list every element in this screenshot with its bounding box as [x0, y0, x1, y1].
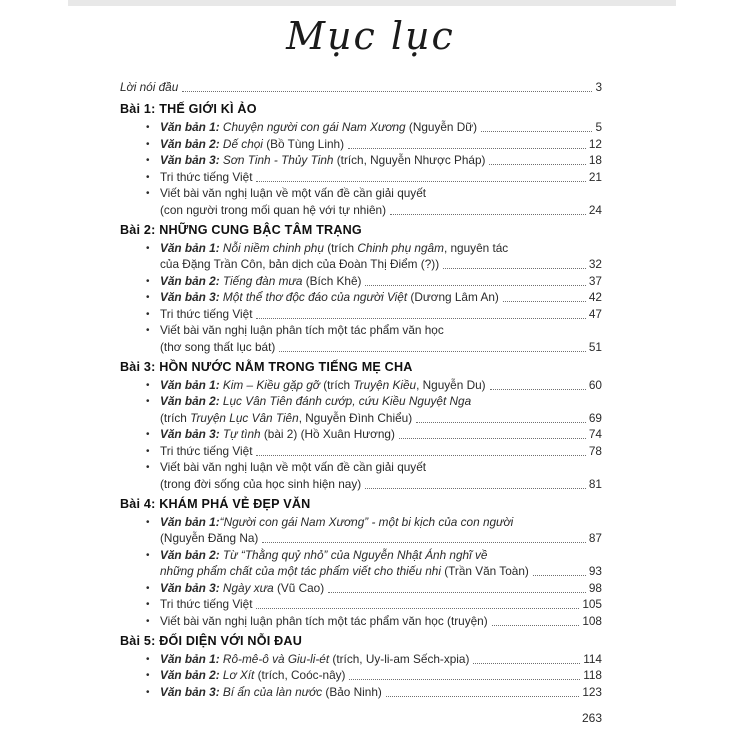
bullet-icon: • — [146, 155, 150, 166]
toc-entry-line — [120, 581, 602, 596]
bullet-icon: • — [146, 171, 150, 183]
toc-entry-line — [120, 241, 602, 256]
text-segment: Văn bản 2: — [160, 668, 220, 682]
entry-text — [160, 581, 324, 596]
text-segment: Chinh phụ ngâm — [357, 240, 444, 255]
dot-leader — [533, 575, 586, 576]
text-segment: Văn bản 3: — [160, 427, 220, 441]
text-segment: Nỗi niềm chinh phụ — [219, 240, 328, 255]
bullet-icon: • — [146, 292, 150, 303]
text-segment: Văn bản 3: — [160, 290, 220, 304]
text-segment: (Vũ Cao) — [276, 580, 325, 595]
entry-text — [160, 548, 487, 563]
text-segment: Tự tình — [219, 427, 264, 441]
text-segment: (Bảo Ninh) — [325, 684, 382, 699]
entry-text — [160, 668, 345, 683]
page-ref: 74 — [588, 427, 602, 441]
bullet-icon: • — [146, 686, 150, 698]
toc-entry-line — [120, 290, 602, 305]
dot-leader — [182, 91, 592, 92]
dot-leader — [328, 592, 586, 593]
entry-text — [160, 444, 252, 459]
text-segment: (trích — [160, 410, 191, 425]
text-segment: (trích — [327, 240, 358, 255]
dot-leader — [256, 608, 579, 609]
page-title: Mục lục — [286, 14, 455, 58]
toc-entry-line — [120, 548, 602, 563]
text-segment: (Dương Lâm An) — [410, 290, 499, 304]
text-segment: Văn bản 1: — [160, 514, 220, 529]
text-segment: Truyện Kiều — [353, 377, 417, 392]
entry-text — [160, 274, 361, 289]
toc-entry-line — [120, 685, 602, 700]
bullet-icon: • — [146, 308, 150, 320]
entry-text — [160, 394, 471, 409]
page-ref: 12 — [588, 136, 602, 151]
page-ref: 24 — [588, 202, 602, 217]
text-segment: Tri thức tiếng Việt — [160, 306, 253, 321]
text-segment: Văn bản 3: — [160, 684, 220, 699]
dot-leader — [262, 542, 586, 543]
entry-text — [160, 170, 252, 185]
entry-text — [160, 257, 439, 272]
toc-entry-line — [120, 515, 602, 530]
page-ref: 60 — [588, 377, 602, 392]
toc-entry-line — [120, 411, 602, 426]
page-ref: 18 — [588, 153, 602, 167]
toc-entry-line — [120, 652, 602, 667]
entry-text — [160, 597, 252, 612]
toc-entry-line — [120, 203, 602, 218]
page-ref: 51 — [588, 339, 602, 354]
text-segment: (trong đời sống của học sinh hiện nay) — [160, 476, 362, 491]
text-segment: Bí ẩn của làn nước — [219, 684, 326, 699]
toc-entry-line — [120, 257, 602, 272]
page-ref: 123 — [582, 684, 602, 699]
dot-leader — [256, 455, 585, 456]
entry-text — [160, 203, 386, 218]
page-ref: 87 — [588, 531, 602, 545]
entry-text — [160, 564, 529, 579]
bullet-icon: • — [146, 599, 150, 610]
text-segment: Văn bản 3: — [160, 153, 220, 167]
page-top-edge — [68, 0, 676, 6]
dot-leader — [365, 488, 586, 489]
toc-entry-line — [120, 307, 602, 322]
dot-leader — [481, 131, 592, 132]
text-segment: của Đặng Trần Côn, bản dịch của Đoàn Thị Điểm (?)) — [160, 257, 440, 271]
text-segment: , Nguyễn Du) — [416, 377, 486, 392]
dot-leader — [256, 318, 585, 319]
entry-text — [160, 323, 444, 338]
dot-leader — [399, 438, 586, 439]
entry-text — [160, 427, 395, 442]
toc-sections — [120, 102, 602, 700]
text-segment: “Người con gái Nam Xương” - một bi kịch của con người — [219, 514, 514, 529]
text-segment: Sơn Tinh - Thủy Tinh — [219, 153, 337, 167]
foreword-label: Lời nói đầu — [120, 80, 179, 94]
text-segment: , Nguyễn Đình Chiểu) — [298, 410, 413, 425]
text-segment: Tiếng đàn mưa — [219, 273, 306, 288]
bullet-icon: • — [146, 615, 150, 627]
text-segment: Kim – Kiều gặp gỡ — [219, 377, 324, 392]
bullet-icon: • — [146, 582, 150, 594]
page-ref: 37 — [588, 273, 602, 288]
page-ref: 118 — [583, 668, 602, 682]
text-segment: Tri thức tiếng Việt — [160, 597, 253, 611]
dot-leader — [443, 268, 586, 269]
page-ref: 3 — [595, 80, 602, 94]
bullet-icon: • — [146, 242, 150, 254]
text-segment: (trích, Coóc-nây) — [257, 668, 346, 682]
toc-entry-line — [120, 170, 602, 185]
toc-entry-line — [120, 444, 602, 459]
toc-entry-line — [120, 274, 602, 289]
page-ref: 5 — [595, 120, 602, 134]
bullet-icon: • — [146, 325, 150, 336]
text-segment: Viết bài văn nghị luận phân tích một tác phẩm văn học — [160, 323, 444, 337]
folio-page-number: 263 — [581, 711, 602, 725]
text-segment: Văn bản 1: — [160, 651, 220, 666]
toc-entry-line — [120, 186, 602, 201]
dot-leader — [473, 663, 580, 664]
dot-leader — [416, 422, 586, 423]
text-segment: Văn bản 2: — [160, 547, 220, 562]
text-segment: Văn bản 1: — [160, 240, 220, 255]
text-segment: Từ “Thằng quỷ nhỏ” của Nguyễn Nhật Ánh nghĩ về — [219, 547, 488, 562]
bullet-icon: • — [146, 122, 150, 133]
toc-entry-line — [120, 137, 602, 152]
bullet-icon: • — [146, 445, 150, 457]
entry-text — [160, 614, 488, 629]
dot-leader — [348, 148, 586, 149]
text-segment: Văn bản 3: — [160, 580, 220, 595]
page-ref: 21 — [588, 169, 602, 184]
foreword-entry — [120, 80, 602, 95]
page-ref: 78 — [588, 443, 602, 458]
bullet-icon: • — [146, 549, 150, 561]
toc-entry-line — [120, 460, 602, 475]
page-ref: 108 — [582, 613, 602, 628]
entry-text — [160, 411, 412, 426]
entry-text — [160, 652, 469, 667]
entry-text — [160, 153, 485, 168]
text-segment: Văn bản 2: — [160, 394, 220, 408]
entry-text — [160, 186, 426, 201]
entry-text — [160, 515, 513, 530]
bullet-icon: • — [146, 516, 150, 528]
entry-text — [160, 340, 275, 355]
toc-entry-line — [120, 378, 602, 393]
toc-entry-line — [120, 564, 602, 579]
dot-leader — [390, 214, 586, 215]
entry-text — [160, 137, 344, 152]
dot-leader — [492, 625, 580, 626]
entry-text — [160, 531, 258, 546]
text-segment: Văn bản 2: — [160, 273, 220, 288]
page-ref: 32 — [588, 257, 602, 271]
section-heading: Bài 1: THẾ GIỚI KÌ ẢO — [120, 102, 257, 116]
entry-text — [160, 685, 382, 700]
text-segment: (Nguyễn Dữ) — [408, 120, 478, 134]
text-segment: (con người trong mối quan hệ với tự nhiên) — [160, 202, 387, 217]
entry-text — [160, 460, 426, 475]
text-segment: Tri thức tiếng Việt — [160, 169, 253, 184]
section-heading: Bài 4: KHÁM PHÁ VẺ ĐẸP VĂN — [120, 496, 311, 511]
dot-leader — [386, 696, 580, 697]
page-ref: 81 — [588, 476, 602, 491]
bullet-icon: • — [146, 396, 150, 407]
toc-entry-line — [120, 153, 602, 168]
text-segment: Văn bản 1: — [160, 377, 220, 392]
toc-entry-line — [120, 668, 602, 683]
section-heading: Bài 5: ĐỐI DIỆN VỚI NỖI ĐAU — [120, 633, 302, 648]
text-segment: (trích, Nguyễn Nhược Pháp) — [336, 153, 486, 167]
bullet-icon: • — [146, 670, 150, 681]
bullet-icon: • — [146, 653, 150, 665]
page-ref: 114 — [583, 651, 602, 666]
toc-entry-line — [120, 531, 602, 546]
toc-entry-line — [120, 427, 602, 442]
text-segment: (bài 2) (Hồ Xuân Hương) — [263, 427, 395, 441]
text-segment: (thơ song thất lục bát) — [160, 339, 276, 354]
text-segment: (Trần Văn Toàn) — [444, 564, 529, 578]
text-segment: Văn bản 2: — [160, 136, 220, 151]
section-heading: Bài 2: NHỮNG CUNG BẬC TÂM TRẠNG — [120, 222, 362, 237]
text-segment: Ngày xưa — [219, 580, 277, 595]
toc-entry-line — [120, 477, 602, 492]
text-segment: những phẩm chất của một tác phẩm viết cho thiếu nhi — [160, 564, 445, 578]
dot-leader — [503, 301, 586, 302]
bullet-icon: • — [146, 275, 150, 287]
dot-leader — [365, 285, 585, 286]
page-ref: 47 — [588, 306, 602, 321]
bullet-icon: • — [146, 188, 150, 199]
bullet-icon: • — [146, 379, 150, 391]
entry-text — [160, 307, 252, 322]
page-ref: 93 — [588, 564, 602, 578]
text-segment: (trích — [323, 377, 354, 392]
dot-leader — [256, 181, 585, 182]
entry-text — [160, 241, 508, 256]
page-ref: 105 — [582, 597, 602, 611]
text-segment: Văn bản 1: — [160, 120, 220, 134]
dot-leader — [489, 164, 585, 165]
entry-text — [160, 477, 361, 492]
text-segment: Một thể thơ độc đáo của người Việt — [219, 290, 411, 304]
entry-text — [160, 378, 486, 393]
dot-leader — [349, 679, 580, 680]
dot-leader — [490, 389, 586, 390]
text-segment: Viết bài văn nghị luận phân tích một tác phẩm văn học (truyện) — [160, 613, 488, 628]
text-segment: Viết bài văn nghị luận về một vấn đề cần giải quyết — [160, 460, 427, 474]
bullet-icon: • — [146, 138, 150, 150]
entry-text — [160, 120, 477, 135]
toc-entry-line — [120, 597, 602, 612]
text-segment: Rô-mê-ô và Giu-li-ét — [219, 651, 333, 666]
entry-text — [160, 290, 499, 305]
toc-entry-line — [120, 120, 602, 135]
text-segment: Lơ Xít — [219, 668, 258, 682]
dot-leader — [279, 351, 586, 352]
text-segment: Chuyện người con gái Nam Xương — [219, 120, 409, 134]
text-segment: , nguyên tác — [443, 240, 509, 255]
text-segment: (trích, Uy-li-am Sếch-xpia) — [332, 651, 470, 666]
page-ref: 42 — [588, 290, 602, 304]
bullet-icon: • — [146, 429, 150, 440]
table-of-contents — [120, 80, 602, 701]
text-segment: (Nguyễn Đăng Na) — [160, 531, 259, 545]
text-segment: (Bồ Tùng Linh) — [266, 136, 345, 151]
text-segment: Lục Vân Tiên đánh cướp, cứu Kiều Nguyệt Nga — [219, 394, 472, 408]
section-heading: Bài 3: HỒN NƯỚC NẰM TRONG TIẾNG MẸ CHA — [120, 359, 413, 374]
page-ref: 98 — [588, 580, 602, 595]
text-segment: Truyện Lục Vân Tiên — [190, 410, 299, 425]
text-segment: (Bích Khê) — [305, 273, 362, 288]
page-ref: 69 — [588, 410, 602, 425]
bullet-icon: • — [146, 462, 150, 473]
toc-entry-line — [120, 340, 602, 355]
toc-entry-line — [120, 614, 602, 629]
text-segment: Tri thức tiếng Việt — [160, 443, 253, 458]
toc-entry-line — [120, 394, 602, 409]
text-segment: Viết bài văn nghị luận về một vấn đề cần giải quyết — [160, 186, 427, 200]
toc-entry-line — [120, 323, 602, 338]
text-segment: Dế chọi — [219, 136, 267, 151]
